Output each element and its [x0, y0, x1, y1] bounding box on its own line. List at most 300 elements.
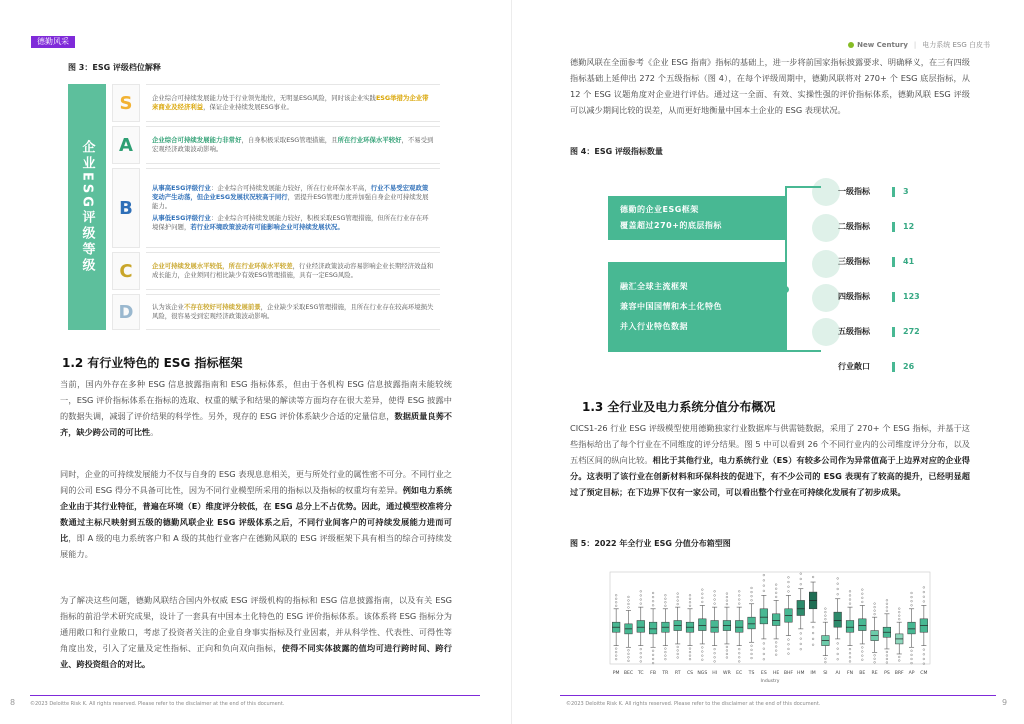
vertical-label-text: 企业ESG评级等级 — [79, 140, 95, 274]
box-HM — [797, 600, 805, 615]
feature-line-3: 并入行业特色数据 — [620, 322, 688, 331]
outlier-point — [837, 593, 839, 595]
outlier-point — [923, 586, 925, 588]
description-text: 认为该企业 — [152, 303, 184, 311]
outlier-point — [751, 645, 753, 647]
x-tick-label: RE — [871, 671, 878, 676]
level-bar — [892, 257, 895, 267]
outlier-point — [886, 603, 888, 605]
para1-text: 当前，国内外存在多种 ESG 信息披露指南和 ESG 指标体系，但由于各机构 ESG 信息披露指南未能较统一，ESG 评价指标体系在指标的选取、权重的赋予和结果的解读等方面均存在很大差异，使得 ESG 披露中的数据失调，减弱了评价结果的科学性。另外，现存的 ESG 评价体系缺少合适的定量信息， — [60, 379, 452, 421]
outlier-point — [664, 598, 666, 600]
outlier-point — [800, 632, 802, 634]
diagram-branch-1 — [785, 186, 821, 188]
outlier-point — [615, 598, 617, 600]
grade-letter: S — [112, 84, 140, 122]
right-paragraph-top: 德勤风联在全面参考《企业 ESG 指南》指标的基础上，进一步将前国家指标披露要求、明确释义，在三有四级指标基础上延伸出 272 个五级指标（图 4），在每个评级周期中，德勤风联将对 270+ 个 ESG 底层指标，从 12 个 ESG 议题角度对企业进行评估。通过这一全面、有效、实操性强的评价指标体系，德勤风联 ESG 评级可以减少期间比较的误差，从而更好地衡量中国本土企业的 ESG 表现状况。 — [570, 57, 970, 115]
outlier-point — [751, 591, 753, 593]
outlier-point — [861, 593, 863, 595]
outlier-point — [849, 656, 851, 658]
outlier-point — [751, 649, 753, 651]
outlier-point — [861, 651, 863, 653]
outlier-point — [726, 657, 728, 659]
figure-4-caption: 图 4：ESG 评级指标数量 — [570, 147, 663, 156]
outlier-point — [751, 599, 753, 601]
outlier-point — [800, 578, 802, 580]
outlier-point — [714, 661, 716, 663]
box-TS — [748, 617, 756, 629]
outlier-point — [849, 648, 851, 650]
outlier-point — [738, 603, 740, 605]
outlier-point — [874, 613, 876, 615]
outlier-point — [677, 650, 679, 652]
grade-row-a — [112, 126, 440, 164]
description-text: ，自身积极采取ESG管理措施，且 — [241, 136, 338, 144]
level-name: 一级指标 — [838, 187, 870, 196]
outlier-point — [701, 655, 703, 657]
outlier-point — [775, 642, 777, 644]
x-tick-label: FB — [650, 671, 656, 676]
outlier-point — [640, 661, 642, 663]
outlier-point — [664, 605, 666, 607]
grade-row-b — [112, 168, 440, 248]
highlight-text: 企业综合可持续发展能力非常好 — [152, 136, 242, 144]
grade-description — [146, 294, 440, 330]
page-number-right: 9 — [1002, 698, 1008, 707]
level-row-4 — [838, 291, 920, 302]
outlier-point — [628, 603, 630, 605]
description-text: ，行业经济政策波动容易影响企业长期经济效益和成长能力，企业须同行相比缺少有效ESG管理措施，具有一定ESG风险。 — [152, 262, 434, 279]
x-tick-label: TC — [637, 671, 644, 676]
outlier-point — [701, 593, 703, 595]
outlier-point — [664, 601, 666, 603]
outlier-point — [640, 599, 642, 601]
outlier-point — [677, 653, 679, 655]
grade-description — [146, 126, 440, 164]
outlier-point — [923, 601, 925, 603]
right-para1-text: CICS1-26 行业 ESG 评级模型使用德勤独家行业数据库与供需链数据，采用了 270+ 个 ESG 指标，并基于这些指标给出了每个行业在不同维度的评分结果。图 5 中可以看到 26 个不同行业内的公司维度评分分布，以及五档区间的纵向比较。 — [570, 423, 970, 465]
outlier-point — [824, 615, 826, 617]
outlier-point — [837, 643, 839, 645]
outlier-point — [812, 626, 814, 628]
x-tick-label: BE — [859, 671, 866, 676]
outlier-point — [763, 648, 765, 650]
outlier-point — [615, 655, 617, 657]
framework-line-1: 德勤的企业ESG框架 — [620, 205, 699, 214]
x-tick-label: BHF — [783, 671, 794, 676]
level-value: 123 — [903, 292, 920, 301]
outlier-point — [689, 651, 691, 653]
x-tick-label: SI — [823, 671, 828, 676]
x-tick-label: PM — [612, 671, 620, 676]
outlier-point — [652, 596, 654, 598]
outlier-point — [689, 658, 691, 660]
outlier-point — [800, 573, 802, 575]
outlier-point — [911, 600, 913, 602]
box-HI — [711, 621, 719, 633]
outlier-point — [677, 603, 679, 605]
feature-line-1: 融汇全球主流框架 — [620, 282, 688, 291]
outlier-point — [652, 658, 654, 660]
outlier-point — [837, 658, 839, 660]
outlier-point — [628, 600, 630, 602]
level-value: 26 — [903, 362, 915, 371]
x-tick-label: FN — [846, 671, 854, 676]
outlier-point — [677, 596, 679, 598]
outlier-point — [664, 594, 666, 596]
grade-description-paragraph — [152, 262, 434, 280]
x-tick-label: HM — [797, 671, 805, 676]
description-text: ，不易受到宏观经济政策波动影响。 — [152, 136, 434, 153]
grade-table — [68, 84, 440, 330]
outlier-point — [923, 591, 925, 593]
header-right — [848, 40, 990, 50]
description-text: ：企业综合可持续发展能力较好，积极采取ESG管理措施，但所在行业存在环境保护问题， — [152, 214, 429, 231]
outlier-point — [751, 653, 753, 655]
outlier-point — [640, 590, 642, 592]
outlier-point — [824, 611, 826, 613]
outlier-point — [714, 648, 716, 650]
left-paragraph-1 — [60, 376, 452, 440]
para1-bold: 数据质量良莠不齐，缺少跨公司的可比性 — [60, 411, 452, 437]
outlier-point — [738, 648, 740, 650]
level-value: 272 — [903, 327, 920, 336]
figure-3-caption: 图 3：ESG 评级档位解释 — [68, 63, 161, 72]
description-text: ，需提升ESG管理力度并加强自身企业可持续发展能力。 — [152, 193, 429, 210]
level-circle-5 — [812, 318, 840, 346]
highlight-text: 不存在较好可持续发展前景 — [183, 303, 261, 311]
outlier-point — [689, 655, 691, 657]
header-subtitle: 电力系统 ESG 白皮书 — [922, 41, 990, 49]
outlier-point — [628, 660, 630, 662]
outlier-point — [726, 650, 728, 652]
outlier-point — [861, 601, 863, 603]
footer-copyright-right: ©2023 Deloitte Risk K. All rights reserved. Please refer to the disclaimer at the end of this document. — [566, 701, 821, 707]
outlier-point — [763, 579, 765, 581]
outlier-point — [652, 654, 654, 656]
box-TC — [637, 621, 645, 633]
outlier-point — [628, 649, 630, 651]
box-ES — [760, 609, 768, 624]
outlier-point — [701, 647, 703, 649]
outlier-point — [726, 603, 728, 605]
highlight-text: 从事低ESG评级行业 — [152, 214, 211, 222]
level-circle-2 — [812, 214, 840, 242]
x-tick-label: AP — [908, 671, 915, 676]
feature-line-2: 兼容中国国情和本土化特色 — [620, 302, 722, 311]
para2-end: ，即 A 级的电力系统客户和 A 级的其他行业客户在德勤风联的 ESG 评级框架下具有相当的综合可持续发展能力。 — [60, 533, 452, 559]
level-row-6 — [838, 361, 914, 372]
figure-5-caption: 图 5：2022 年全行业 ESG 分值分布箱型图 — [570, 539, 731, 548]
x-tick-label: AI — [835, 671, 840, 676]
outlier-point — [701, 651, 703, 653]
x-tick-label: CM — [920, 671, 928, 676]
outlier-point — [726, 593, 728, 595]
level-circle-1 — [812, 178, 840, 206]
outlier-point — [689, 648, 691, 650]
level-bar — [892, 292, 895, 302]
x-tick-label: CS — [686, 671, 694, 676]
outlier-point — [701, 659, 703, 661]
grade-description-paragraph — [152, 303, 434, 321]
x-tick-label: NGS — [697, 671, 708, 676]
outlier-point — [886, 655, 888, 657]
outlier-point — [738, 590, 740, 592]
outlier-point — [714, 656, 716, 658]
outlier-point — [911, 604, 913, 606]
outlier-point — [714, 599, 716, 601]
grade-description — [146, 252, 440, 290]
grade-row-s — [112, 84, 440, 122]
level-bar — [892, 222, 895, 232]
outlier-point — [923, 649, 925, 651]
outlier-point — [861, 597, 863, 599]
outlier-point — [849, 603, 851, 605]
level-row-3 — [838, 256, 914, 267]
outlier-point — [898, 618, 900, 620]
outlier-point — [775, 646, 777, 648]
grade-description-paragraph — [152, 94, 434, 112]
outlier-point — [788, 591, 790, 593]
box-HE — [772, 614, 780, 626]
level-row-1 — [838, 186, 909, 197]
grade-description — [146, 168, 440, 248]
outlier-point — [677, 646, 679, 648]
outlier-point — [615, 605, 617, 607]
outlier-point — [738, 595, 740, 597]
outlier-point — [628, 596, 630, 598]
logo-text: New Century — [857, 41, 908, 49]
highlight-text: 企业可持续发展水平较低，所在行业环保水平较差 — [152, 262, 293, 270]
description-text: ：企业综合可持续发展能力较好，所在行业环保水平高， — [210, 184, 371, 192]
plot-frame — [610, 572, 930, 664]
outlier-point — [911, 658, 913, 660]
outlier-point — [788, 643, 790, 645]
grade-row-c — [112, 252, 440, 290]
outlier-point — [738, 652, 740, 654]
outlier-point — [664, 655, 666, 657]
outlier-point — [886, 606, 888, 608]
outlier-point — [701, 597, 703, 599]
highlight-text: 所在行业环保水平较好 — [337, 136, 402, 144]
footer-copyright: ©2023 Deloitte Risk K. All rights reserved. Please refer to the disclaimer at the end of this document. — [30, 701, 285, 707]
highlight-text: ESG举措为企业带来商业及经济利益 — [152, 94, 429, 111]
right-para1-bold: 相比于其他行业，电力系统行业（ES）有较多公司作为异常值高于上边界对应的企业得分。这表明了该行业在创新材料和环保科技的促进下，有不少公司的 ESG 表现有了较高的提升，已经明显超过了预定目标；在下边界下仅有一家公司，可以看出整个行业在可持续化发展有了初步成果。 — [570, 455, 970, 497]
outlier-point — [640, 595, 642, 597]
grade-description — [146, 84, 440, 122]
x-tick-label: PS — [884, 671, 890, 676]
outlier-point — [615, 658, 617, 660]
outlier-point — [886, 651, 888, 653]
outlier-point — [714, 652, 716, 654]
grade-vertical-label — [68, 84, 106, 330]
outlier-point — [701, 589, 703, 591]
outlier-point — [874, 610, 876, 612]
grade-description-paragraph — [152, 184, 434, 211]
outlier-point — [714, 603, 716, 605]
section-1-3-heading: 1.3 全行业及电力系统分值分布概况 — [582, 400, 776, 414]
box-FB — [649, 622, 657, 634]
outlier-point — [886, 658, 888, 660]
outlier-point — [615, 651, 617, 653]
outlier-point — [837, 588, 839, 590]
outlier-point — [898, 611, 900, 613]
outlier-point — [726, 653, 728, 655]
box-BE — [858, 619, 866, 631]
highlight-text: 从事高ESG评级行业 — [152, 184, 211, 192]
description-text: ，保证企业持续发展ESG事业。 — [203, 103, 293, 111]
outlier-point — [763, 643, 765, 645]
level-circle-4 — [812, 284, 840, 312]
level-bar — [892, 327, 895, 337]
level-name: 五级指标 — [838, 327, 870, 336]
outlier-point — [640, 656, 642, 658]
outlier-point — [615, 594, 617, 596]
outlier-point — [628, 656, 630, 658]
outlier-point — [763, 574, 765, 576]
x-tick-label: HI — [712, 671, 718, 676]
outlier-point — [615, 648, 617, 650]
outlier-point — [628, 607, 630, 609]
outlier-point — [775, 588, 777, 590]
outlier-point — [788, 639, 790, 641]
outlier-point — [849, 661, 851, 663]
outlier-point — [923, 653, 925, 655]
outlier-point — [898, 656, 900, 658]
highlight-text: 行业不易受宏观政策变动产生动荡，但企业ESG发展状况较高于同行 — [152, 184, 429, 201]
boxplot-chart — [596, 566, 936, 684]
para1-end: 。 — [150, 427, 159, 437]
level-name: 三级指标 — [838, 257, 870, 266]
outlier-point — [677, 593, 679, 595]
outlier-point — [800, 638, 802, 640]
left-paragraph-3 — [60, 592, 452, 672]
outlier-point — [714, 595, 716, 597]
outlier-point — [886, 599, 888, 601]
footer-divider-right — [560, 695, 996, 696]
level-value: 3 — [903, 187, 909, 196]
grade-letter: A — [112, 126, 140, 164]
level-name: 四级指标 — [838, 292, 870, 301]
outlier-point — [775, 596, 777, 598]
level-row-2 — [838, 221, 914, 232]
outlier-point — [628, 653, 630, 655]
level-name: 二级指标 — [838, 222, 870, 231]
outlier-point — [812, 576, 814, 578]
outlier-point — [874, 661, 876, 663]
box-EC — [735, 621, 743, 633]
footer-divider — [30, 695, 480, 696]
outlier-point — [751, 595, 753, 597]
para3-bold: 使得不同实体披露的值均可进行跨时间、跨行业、跨投资组合的对比。 — [60, 643, 452, 669]
x-tick-label: BEC — [623, 671, 634, 676]
outlier-point — [837, 583, 839, 585]
outlier-point — [923, 596, 925, 598]
outlier-point — [738, 661, 740, 663]
outlier-point — [837, 578, 839, 580]
level-name: 行业敞口 — [838, 362, 870, 371]
x-tick-label: BRF — [894, 671, 904, 676]
outlier-point — [812, 632, 814, 634]
outlier-point — [837, 653, 839, 655]
outlier-point — [849, 590, 851, 592]
outlier-point — [640, 603, 642, 605]
grade-description-paragraph — [152, 136, 434, 154]
para2-text: 同时，企业的可持续发展能力不仅与自身的 ESG 表现息息相关，更与所处行业的属性密不可分。不同行业之间的公司 ESG 得分不具备可比性，因为不同行业模型所采用的指标以及指标的权重均有差异。 — [60, 469, 452, 495]
outlier-point — [788, 581, 790, 583]
description-text: ，企业缺少采取ESG管理措施，且所在行业存在较高环境损失风险，很容易受到宏观经济政策波动影响。 — [152, 303, 434, 320]
x-axis-label: Industry — [760, 679, 780, 684]
outlier-point — [677, 600, 679, 602]
x-tick-label: TR — [662, 671, 669, 676]
right-paragraph-1 — [570, 420, 970, 500]
x-tick-label: WR — [723, 671, 731, 676]
outlier-point — [615, 601, 617, 603]
outlier-point — [652, 592, 654, 594]
x-tick-label: HE — [772, 671, 780, 676]
outlier-point — [824, 618, 826, 620]
left-paragraph-2 — [60, 466, 452, 562]
outlier-point — [849, 595, 851, 597]
box-NGS — [698, 619, 706, 631]
outlier-point — [714, 590, 716, 592]
level-circle-3 — [812, 250, 840, 278]
outlier-point — [726, 600, 728, 602]
outlier-point — [824, 608, 826, 610]
outlier-point — [775, 584, 777, 586]
diagram-branch-2 — [785, 350, 821, 352]
outlier-point — [788, 648, 790, 650]
outlier-point — [652, 650, 654, 652]
outlier-point — [812, 638, 814, 640]
outlier-point — [689, 594, 691, 596]
outlier-point — [738, 656, 740, 658]
outlier-point — [751, 587, 753, 589]
outlier-point — [923, 658, 925, 660]
outlier-point — [751, 657, 753, 659]
outlier-point — [664, 648, 666, 650]
level-value: 12 — [903, 222, 915, 231]
outlier-point — [652, 600, 654, 602]
outlier-point — [788, 586, 790, 588]
outlier-point — [874, 658, 876, 660]
grade-letter: C — [112, 252, 140, 290]
page-number: 8 — [10, 698, 16, 707]
box-AI — [834, 612, 842, 627]
outlier-point — [689, 605, 691, 607]
outlier-point — [726, 646, 728, 648]
outlier-point — [788, 653, 790, 655]
outlier-point — [677, 657, 679, 659]
outlier-point — [726, 596, 728, 598]
section-1-2-heading: 1.2 有行业特色的 ESG 指标框架 — [62, 356, 243, 370]
outlier-point — [763, 590, 765, 592]
outlier-point — [775, 592, 777, 594]
outlier-point — [911, 596, 913, 598]
brand-tag: 德勤风采 — [31, 36, 75, 48]
grade-letter: D — [112, 294, 140, 330]
outlier-point — [911, 650, 913, 652]
outlier-point — [664, 651, 666, 653]
x-tick-label: RT — [674, 671, 681, 676]
grade-row-d — [112, 294, 440, 330]
header-separator: | — [913, 41, 917, 49]
outlier-point — [886, 610, 888, 612]
highlight-text: 若行业环境政策波动有可能影响企业可持续发展状况。 — [190, 223, 344, 231]
outlier-point — [886, 662, 888, 664]
outlier-point — [824, 658, 826, 660]
outlier-point — [763, 653, 765, 655]
para2-bold: 例如电力系统企业由于其行业特征，普遍在环境（E）维度评分较低，在 ESG 总分上不占优势。因此，通过模型校准将分数通过主标尺映射到五级的德勤风联企业 ESG 评级体系之后，不同行业间客户的可持续发展能力进而可比 — [60, 485, 452, 543]
